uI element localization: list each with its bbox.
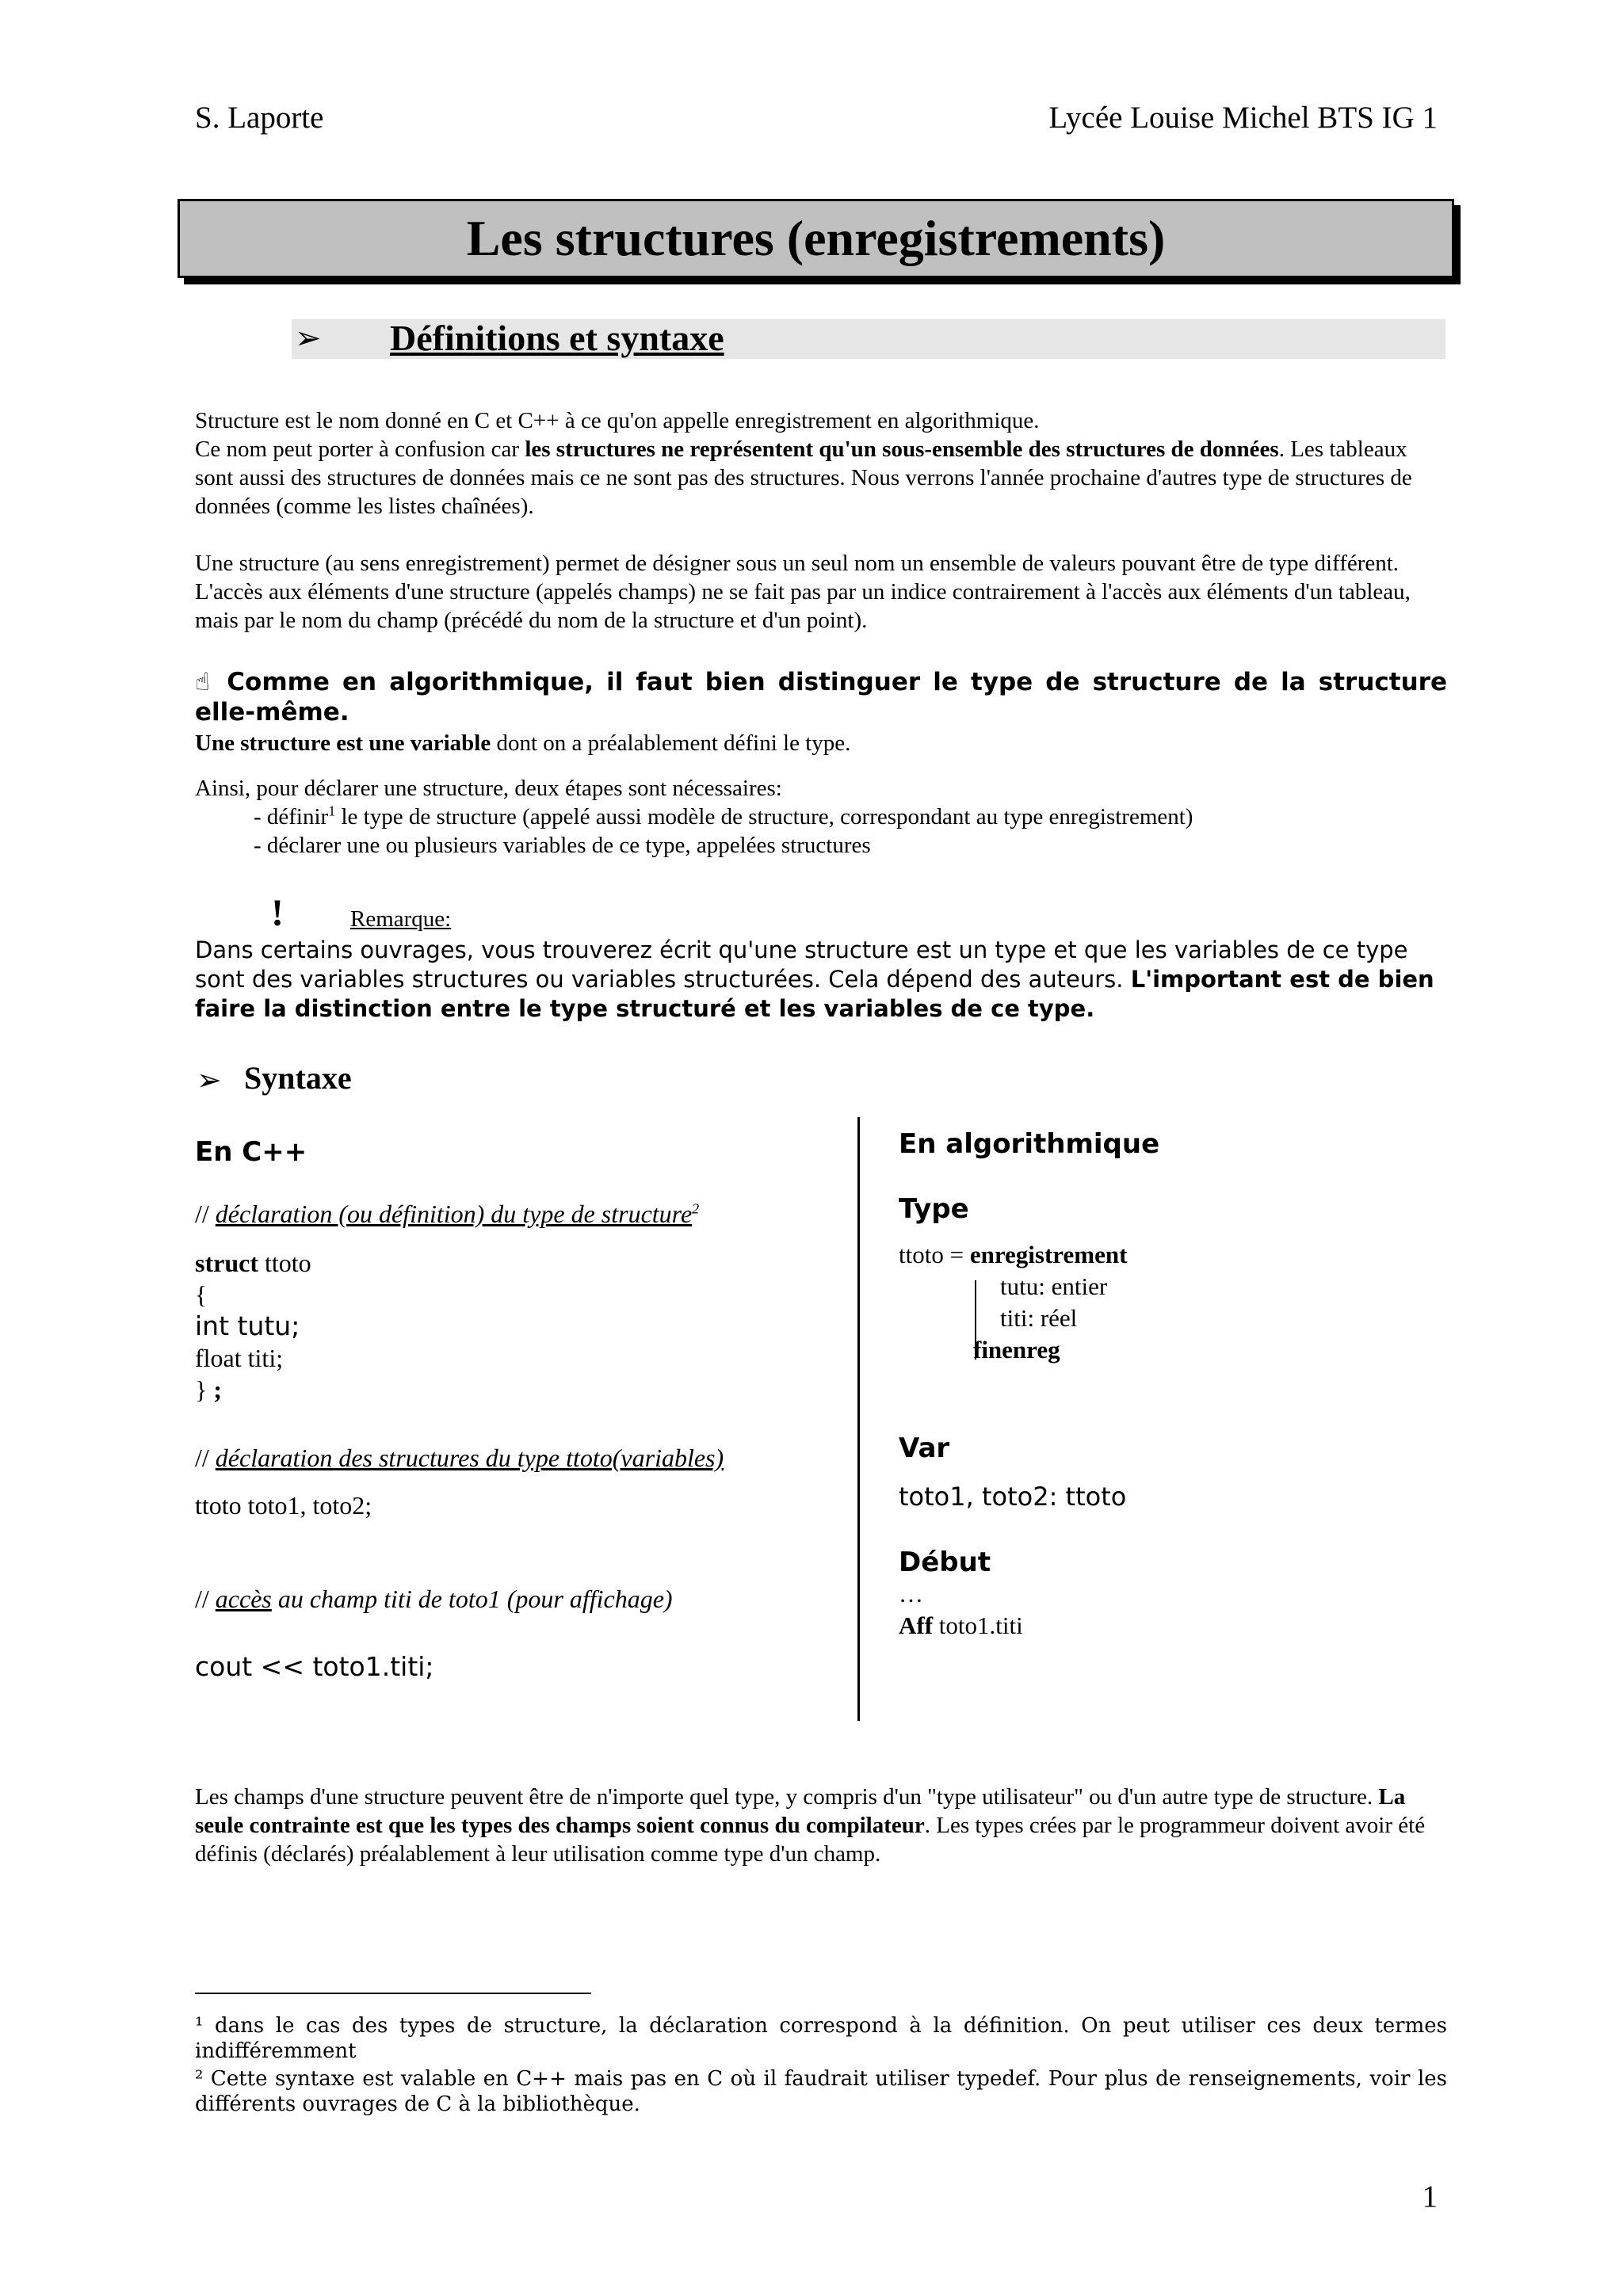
paragraph-intro-line1: Structure est le nom donné en C et C++ à ce qu'on appelle enregistrement en algorithmique. [195, 408, 1040, 433]
header-school: Lycée Louise Michel BTS IG 1 [1048, 101, 1438, 135]
algo-field-tutu: tutu: entier [1000, 1272, 1108, 1300]
algo-aff-statement: Aff toto1.titi [899, 1611, 1023, 1639]
cpp-comment-variables: // déclaration des structures du type ttoto(variables) [195, 1444, 724, 1472]
cpp-struct-code: struct ttoto { int tutu; float titi; } ; [195, 1249, 311, 1404]
paragraph-access: Une structure (au sens enregistrement) permet de désigner sous un seul nom un ensemble de valeurs pouvant être de type différent. L'accès aux éléments d'une structure (appelés champs) ne se fait pas par un indice contrairement à l'accès aux éléments d'un tableau, mais par le nom du champ (précédé du nom de la structure et d'un point). [195, 551, 1411, 633]
paragraph-variable: Une structure est une variable dont on a préalablement défini le type. [195, 730, 851, 756]
footnote-divider [195, 1993, 591, 1994]
paragraph-intro-body: Ce nom peut porter à confusion car les structures ne représentent qu'un sous-ensemble des structures de données. Les tableaux sont aussi des structures de données mais ce ne sont pas des structures. Nous verrons l'année prochaine d'autres type de structures de données (comme les listes chaînées). [195, 437, 1412, 519]
algo-var-declaration: toto1, toto2: ttoto [899, 1482, 1127, 1512]
remark-label: Remarque: [350, 906, 452, 932]
section1-title: Définitions et syntaxe [390, 318, 724, 358]
arrow-bullet-icon: ➢ [197, 1062, 222, 1097]
page-title: Les structures (enregistrements) [466, 210, 1166, 266]
header-author: S. Laporte [195, 101, 324, 135]
algo-ellipsis: … [899, 1580, 923, 1608]
exclamation-icon: ! [271, 892, 284, 934]
algo-heading: En algorithmique [899, 1128, 1160, 1160]
list-item: - déclarer une ou plusieurs variables de ce type, appelées structures [254, 833, 871, 858]
algo-type-definition: ttoto = enregistrement [899, 1241, 1128, 1268]
algo-end-keyword: finenreg [973, 1336, 1060, 1363]
cpp-comment-definition: // déclaration (ou définition) du type de structure$^2$ [195, 1199, 700, 1228]
pointing-hand-icon: ☝ [195, 668, 215, 696]
column-divider [857, 1117, 860, 1721]
footnote-2: ² Cette syntaxe est valable en C++ mais pas en C où il faudrait utiliser typedef. Pour plus de renseignements, voir les différents ouvrages de C à la bibliothèque. [195, 2067, 1447, 2116]
arrow-bullet-icon: ➢ [295, 320, 322, 357]
algo-debut-label: Début [899, 1547, 991, 1578]
cpp-cout-statement: cout << toto1.titi; [195, 1651, 434, 1682]
cpp-comment-access: // accès au champ titi de toto1 (pour affichage) [195, 1585, 673, 1613]
algo-var-label: Var [899, 1432, 950, 1464]
cpp-variable-declaration: ttoto toto1, toto2; [195, 1491, 372, 1520]
page-number: 1 [1422, 2180, 1438, 2214]
remark-text: Dans certains ouvrages, vous trouverez écrit qu'une structure est un type et que les variables de ce type sont des variables structures ou variables structurées. Cela dépend des auteurs. L'important est de bien faire la distinction entre le type structuré et les variables de ce type. [195, 936, 1434, 1022]
paragraph-intro [195, 406, 1447, 521]
steps-intro: Ainsi, pour déclarer une structure, deux étapes sont nécessaires: [195, 776, 782, 801]
title-box [178, 199, 1454, 278]
warning-text: Comme en algorithmique, il faut bien distinguer le type de structure de la structure elle-même. [195, 668, 1447, 727]
list-item: - définir$^1$ le type de structure (appelé aussi modèle de structure, correspondant au type enregistrement) [254, 803, 1193, 830]
warning-note [195, 667, 1447, 727]
algo-type-label: Type [899, 1193, 969, 1225]
footnote-1: ¹ dans le cas des types de structure, la déclaration correspond à la définition. On peut utiliser ces deux termes indifféremment [195, 2014, 1447, 2063]
section2-title: Syntaxe [244, 1060, 352, 1096]
paragraph-field-types: Les champs d'une structure peuvent être de n'importe quel type, y compris d'un "type utilisateur" ou d'un autre type de structure. La seule contrainte est que les types des champs soient connus du compilateur. Les types crées par le programmeur doivent avoir été définis (déclarés) préalablement à leur utilisation comme type d'un champ. [195, 1784, 1426, 1867]
steps-list [195, 774, 1193, 860]
algo-field-titi: titi: réel [1000, 1304, 1078, 1332]
cpp-heading: En C++ [195, 1136, 307, 1168]
